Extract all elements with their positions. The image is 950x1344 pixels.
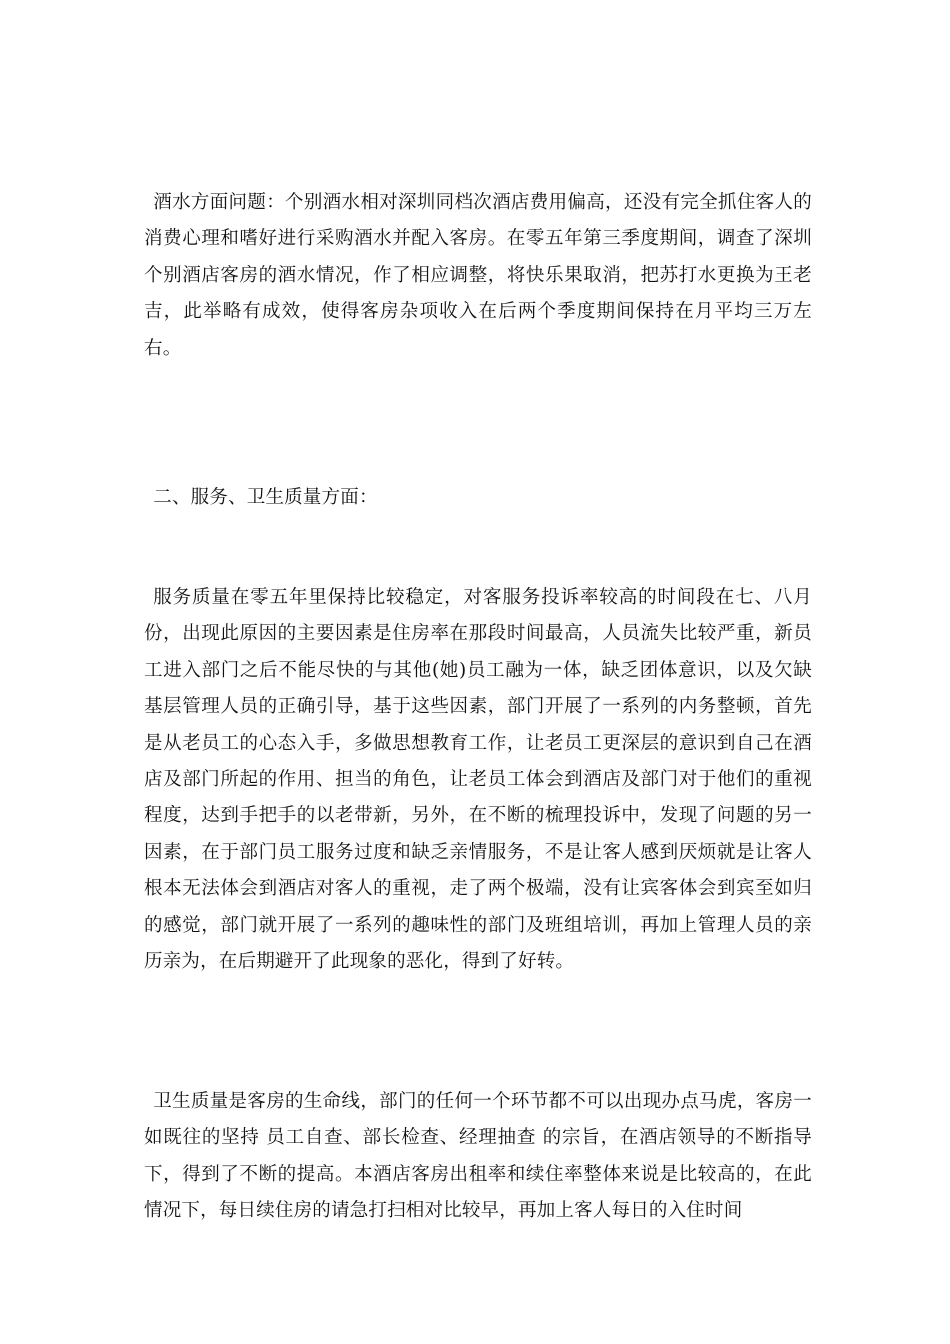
paragraph-service-quality: 服务质量在零五年里保持比较稳定，对客服务投诉率较高的时间段在七、八月份，出现此原因的主要因素是住房率在那段时间最高，人员流失比较严重，新员工进入部门之后不能尽快的与其他(她)员工融为一体，缺乏团体意识，以及欠缺基层管理人员的正确引导，基于这些因素，部门开展了一系列的内务整顿，首先是从老员工的心态入手，多做思想教育工作，让老员工更深层的意识到自己在酒店及部门所起的作用、担当的角色，让老员工体会到酒店及部门对于他们的重视程度，达到手把手的以老带新，另外，在不断的梳理投诉中，发现了问题的另一因素，在于部门员工服务过度和缺乏亲情服务，不是让客人感到厌烦就是让客人根本无法体会到酒店对客人的重视，走了两个极端，没有让宾客体会到宾至如归的感觉，部门就开展了一系列的趣味性的部门及班组培训，再加上管理人员的亲历亲为，在后期避开了此现象的恶化，得到了好转。 [144, 587, 812, 973]
paragraph-hygiene-quality: 卫生质量是客房的生命线，部门的任何一个环节都不可以出现办点马虎，客房一如既往的坚持 员工自查、部长检查、经理抽查 的宗旨，在酒店领导的不断指导下，得到了不断的提高。本酒店客房出租率和续住率整体来说是比较高的，在此情况下，每日续住房的请急打扫相对比较早，再加上客人每日的入住时间 [144, 1091, 812, 1222]
section-heading-service-hygiene: 二、服务、卫生质量方面： [153, 487, 378, 508]
paragraph-beverage-issues: 酒水方面问题：个别酒水相对深圳同档次酒店费用偏高，还没有完全抓住客人的消费心理和嗜好进行采购酒水并配入客房。在零五年第三季度期间，调查了深圳个别酒店客房的酒水情况，作了相应调整，将快乐果取消，把苏打水更换为王老吉，此举略有成效，使得客房杂项收入在后两个季度期间保持在月平均三万左右。 [144, 192, 812, 359]
